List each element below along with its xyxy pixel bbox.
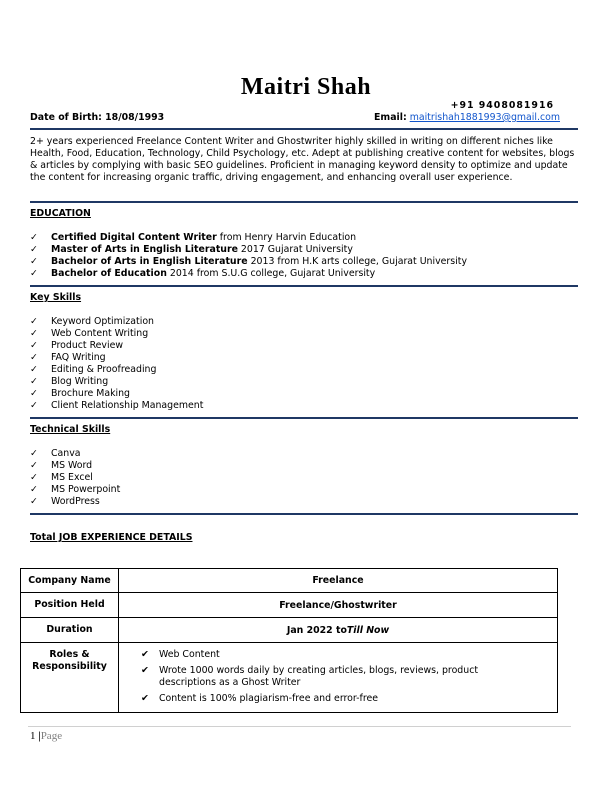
list-item	[141, 693, 557, 705]
table-row	[21, 569, 558, 593]
dob-value: 18/08/1993	[105, 112, 165, 123]
duration-start: Jan 2022 to	[286, 624, 347, 636]
degree: Certified Digital Content Writer	[51, 232, 217, 243]
check-icon: ✓	[30, 484, 38, 495]
divider	[30, 128, 578, 130]
degree-details: from Henry Harvin Education	[216, 232, 357, 243]
email	[374, 112, 560, 123]
list-item	[30, 448, 120, 460]
role: Content is 100% plagiarism-free and error-free	[159, 693, 379, 704]
duration-value	[119, 618, 558, 643]
role: Web Content	[159, 649, 220, 660]
footer-separator: |	[38, 730, 41, 742]
divider	[30, 201, 578, 203]
table-row	[21, 643, 558, 713]
list-item	[30, 268, 467, 280]
education-list	[30, 232, 467, 280]
roles-label: Roles & Responsibility	[21, 643, 119, 713]
list-item	[141, 665, 557, 689]
check-icon: ✓	[30, 472, 38, 483]
company-value: Freelance	[119, 569, 558, 593]
technical-skills-list	[30, 448, 120, 508]
degree-details: 2014 from S.U.G college, Gujarat University	[166, 268, 376, 279]
skill: WordPress	[51, 496, 100, 507]
divider	[30, 417, 578, 419]
experience-table	[20, 568, 558, 713]
check-icon: ✓	[30, 376, 38, 387]
dob-label: Date of Birth:	[30, 112, 102, 123]
list-item	[30, 232, 467, 244]
skill: MS Word	[51, 460, 93, 471]
list-item	[30, 388, 203, 400]
skill: Product Review	[51, 340, 124, 351]
position-label: Position Held	[21, 593, 119, 618]
skill: Web Content Writing	[51, 328, 149, 339]
degree-details: 2013 from H.K arts college, Gujarat University	[247, 256, 467, 267]
footer-divider	[28, 726, 571, 727]
key-skills-list	[30, 316, 203, 412]
roles-value	[119, 643, 558, 713]
page-footer	[30, 730, 62, 742]
check-icon: ✓	[30, 268, 38, 279]
check-icon: ✓	[30, 232, 38, 243]
skill: Blog Writing	[51, 376, 109, 387]
skill: Brochure Making	[51, 388, 131, 399]
date-of-birth	[30, 112, 164, 123]
check-icon: ✓	[30, 496, 38, 507]
check-icon: ✓	[30, 316, 38, 327]
experience-heading: Total JOB EXPERIENCE DETAILS	[30, 532, 193, 543]
duration-end: Till Now	[346, 624, 390, 636]
list-item	[30, 364, 203, 376]
skill: Editing & Proofreading	[51, 364, 157, 375]
education-heading: EDUCATION	[30, 208, 91, 219]
key-skills-heading: Key Skills	[30, 292, 82, 303]
skill: MS Excel	[51, 472, 93, 483]
list-item	[30, 316, 203, 328]
page-number: 1	[30, 730, 36, 742]
check-icon: ✓	[30, 448, 38, 459]
role: Wrote 1000 words daily by creating articles, blogs, reviews, product descriptions as a Ghost Writer	[159, 665, 479, 688]
check-icon: ✓	[30, 388, 38, 399]
summary: 2+ years experienced Freelance Content Writer and Ghostwriter highly skilled in writing on different niches like Health, Food, Education, Technology, Child Psychology, etc. Adept at publishing creative content for websites, blogs & articles by complying with basic SEO guidelines. Proficient in managing keyword density to optimize and update the content for increasing organic traffic, driving engagement, and enhancing overall user experience.	[30, 136, 575, 183]
list-item	[30, 460, 120, 472]
list-item	[30, 472, 120, 484]
email-label: Email:	[374, 112, 407, 123]
email-link[interactable]: maitrishah1881993@gmail.com	[409, 112, 560, 123]
check-icon: ✓	[30, 340, 38, 351]
list-item	[141, 649, 557, 661]
list-item	[30, 496, 120, 508]
list-item	[30, 340, 203, 352]
candidate-name: Maitri Shah	[240, 74, 372, 100]
skill: MS Powerpoint	[51, 484, 121, 495]
list-item	[30, 484, 120, 496]
list-item	[30, 328, 203, 340]
check-icon: ✓	[30, 244, 38, 255]
company-label: Company Name	[21, 569, 119, 593]
divider	[30, 285, 578, 287]
degree: Bachelor of Education	[51, 268, 167, 279]
check-icon: ✓	[30, 328, 38, 339]
check-icon: ✓	[30, 364, 38, 375]
technical-skills-heading: Technical Skills	[30, 424, 111, 435]
check-icon: ✓	[30, 256, 38, 267]
list-item	[30, 256, 467, 268]
skill: FAQ Writing	[51, 352, 106, 363]
check-icon: ✓	[30, 460, 38, 471]
degree: Bachelor of Arts in English Literature	[51, 256, 248, 267]
phone-number: +91 9408081916	[450, 100, 554, 111]
list-item	[30, 352, 203, 364]
check-icon: ✓	[30, 352, 38, 363]
divider	[30, 513, 578, 515]
duration-label: Duration	[21, 618, 119, 643]
page-label: Page	[40, 730, 63, 742]
skill: Keyword Optimization	[51, 316, 154, 327]
check-icon: ✔	[141, 649, 149, 660]
degree: Master of Arts in English Literature	[51, 244, 238, 255]
table-row	[21, 593, 558, 618]
list-item	[30, 400, 203, 412]
skill: Canva	[51, 448, 81, 459]
table-row	[21, 618, 558, 643]
list-item	[30, 376, 203, 388]
check-icon: ✔	[141, 665, 149, 676]
list-item	[30, 244, 467, 256]
degree-details: 2017 Gujarat University	[237, 244, 353, 255]
position-value: Freelance/Ghostwriter	[119, 593, 558, 618]
check-icon: ✔	[141, 693, 149, 704]
check-icon: ✓	[30, 400, 38, 411]
skill: Client Relationship Management	[51, 400, 204, 411]
